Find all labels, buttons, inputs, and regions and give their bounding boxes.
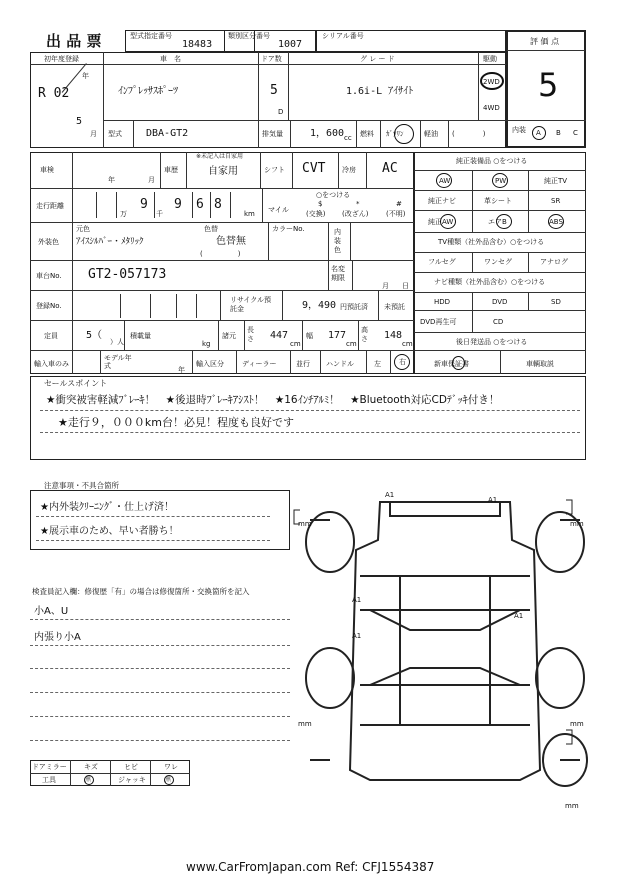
windshield xyxy=(370,610,520,630)
wheel-rear-left xyxy=(306,648,354,708)
model-type-value: DBA-GT2 xyxy=(146,128,189,139)
mm-label-3: mm xyxy=(298,720,312,728)
notes-line-2: ★展示車のため、早い者勝ち！ xyxy=(40,526,179,537)
width-label: 幅 xyxy=(306,332,313,340)
model-type-label: 型式 xyxy=(108,130,122,138)
diagram-a1-right: A1 xyxy=(514,612,524,620)
tv-oneseg: ワンセグ xyxy=(484,258,512,266)
name-change-label: 名変期限 xyxy=(331,265,345,282)
import-dealer: ディーラー xyxy=(242,360,277,368)
cc-unit: cc xyxy=(344,134,352,142)
displacement-label: 排気量 xyxy=(262,130,283,138)
mileage-digit-3: 6 xyxy=(196,197,204,212)
car-name-label: 車 名 xyxy=(160,55,181,63)
import-parallel: 並行 xyxy=(296,360,310,368)
model-code-label: 型式指定番号 xyxy=(130,32,172,40)
original-color-label: 元色 xyxy=(76,225,90,233)
fuel-label: 燃料 xyxy=(360,130,374,138)
sales-line-1: ★衝突被害軽減ﾌﾞﾚｰｷ！ ★後退時ﾌﾞﾚｰｷｱｼｽﾄ！ ★16ｲﾝﾁｱﾙﾐ！ ★Bluetooth対応CDﾃﾞｯｷ付き！ xyxy=(46,394,500,406)
diagram-a1-front1: A1 xyxy=(385,491,395,499)
mileage-km-unit: km xyxy=(244,210,255,218)
serial-label: シリアル番号 xyxy=(322,32,364,40)
missing-tool-mark: 無 xyxy=(85,776,92,783)
equip-leather: 革シート xyxy=(484,197,512,205)
model-year-unit: 年 xyxy=(178,366,185,374)
mileage-miles: マイル xyxy=(268,206,289,214)
reg-year: R 02 xyxy=(38,86,70,101)
mileage-man-unit: 万 xyxy=(120,210,127,218)
chassis-label: 車台No. xyxy=(36,272,62,280)
height-value: 148 xyxy=(384,330,403,341)
tv-type-title: TV種類（社外品含む）○をつける xyxy=(438,238,545,246)
drive-label: 駆動 xyxy=(483,55,497,63)
diagram-a1-left: A1 xyxy=(352,596,362,604)
mileage-unknown: (不明) xyxy=(386,210,406,218)
equipment-title: 純正装備品 ○をつける xyxy=(456,157,528,165)
reg-label: 初年度登録 xyxy=(44,55,79,63)
recycle-not: 未預託 xyxy=(384,303,405,311)
interior-b: B xyxy=(556,129,561,137)
mileage-digit-2: 9 xyxy=(174,197,182,212)
missing-jack-mark: 無 xyxy=(165,776,172,783)
handle-label: ハンドル xyxy=(326,360,354,368)
inspector-line-2: 内張り小A xyxy=(34,632,81,643)
chassis-value: GT2-057173 xyxy=(88,267,167,282)
fuel-gasoline: ｶﾞｿﾘﾝ xyxy=(386,130,404,138)
fuel-diesel: 軽油 xyxy=(424,130,438,138)
exchange-symbol: $ xyxy=(318,200,323,208)
row3b-circle xyxy=(496,214,512,229)
navi-type-title: ナビ種類（社外品含む）○をつける xyxy=(434,278,546,286)
load-label: 積載量 xyxy=(130,332,151,340)
tamper-symbol: * xyxy=(356,200,360,208)
interior-label: 内装 xyxy=(512,126,526,134)
mileage-label: 走行距離 xyxy=(36,202,64,210)
tv-fullseg: フルセグ xyxy=(428,258,456,266)
fuel-bracket: ( ) xyxy=(452,130,486,138)
model-code-value: 18483 xyxy=(182,39,213,50)
handle-right: 右 xyxy=(399,358,406,366)
mm-label-2: mm xyxy=(570,520,584,528)
capacity-value: 5（ xyxy=(86,330,103,341)
interior-color-label: 内装色 xyxy=(334,228,341,254)
equip-sr: SR xyxy=(551,197,561,205)
missing-scratch: キズ xyxy=(84,763,98,771)
reg-year-unit: 年 xyxy=(82,72,89,80)
mileage-digit-4: 8 xyxy=(214,197,222,212)
recycle-status: 円預託済 xyxy=(340,303,368,311)
height-label: 高さ xyxy=(361,326,368,343)
reg-month-unit: 月 xyxy=(90,130,97,138)
drive-2wd-circle xyxy=(480,72,504,90)
recycle-value: 9，490 xyxy=(302,300,337,311)
car-name: ｲﾝﾌﾟﾚｯｻｽﾎﾟｰﾂ xyxy=(118,86,178,97)
diagram-a1-left2: A1 xyxy=(352,632,362,640)
car-damage-diagram xyxy=(290,480,600,820)
row3c-circle xyxy=(548,214,564,229)
name-change-day: 日 xyxy=(402,282,409,290)
wheel-rear-right xyxy=(536,648,584,708)
shift-label: シフト xyxy=(264,166,285,174)
document-title: 出 品 票 xyxy=(46,32,102,50)
equip-pw: PW xyxy=(495,177,507,185)
handle-left: 左 xyxy=(374,360,381,368)
capacity-person-unit: ）人 xyxy=(110,338,124,346)
navi-cd: CD xyxy=(493,318,504,326)
equip-aw: AW xyxy=(439,177,451,185)
capacity-label: 定員 xyxy=(44,332,58,340)
warranty-circle xyxy=(452,356,465,370)
unknown-symbol: # xyxy=(396,200,402,208)
interior-a: A xyxy=(536,129,541,137)
equip-tv: 純正TV xyxy=(544,177,568,185)
height-cm: cm xyxy=(402,340,413,348)
model-year-label: モデル年式 xyxy=(104,354,132,370)
door-type: D xyxy=(278,108,284,116)
class-code-label: 類別区分番号 xyxy=(228,32,270,40)
mileage-hint: ○をつける xyxy=(316,191,351,199)
doc-warranty: 新車保証書 xyxy=(434,360,469,368)
mileage-tamper: (改ざん) xyxy=(342,210,369,218)
bracket-spare xyxy=(566,730,572,744)
equip-navi: 純正ナビ xyxy=(428,197,456,205)
registration-label: 登録No. xyxy=(36,302,62,310)
usage-note: ※未記入は自家用 xyxy=(196,153,244,160)
body-line-5 xyxy=(400,576,490,725)
missing-door-mirror: ドアミラー xyxy=(32,763,67,771)
changed-color-bracket: ( ) xyxy=(200,250,241,258)
length-cm: cm xyxy=(290,340,301,348)
dim-label: 諸元 xyxy=(222,332,236,340)
load-kg-unit: kg xyxy=(202,340,211,348)
drive-4wd: 4WD xyxy=(483,104,500,112)
fuel-gasoline-circle xyxy=(394,124,414,144)
missing-crack: ヒビ xyxy=(124,763,138,771)
diagram-a1-front2: A1 xyxy=(488,496,498,504)
color-label: 外装色 xyxy=(38,238,59,246)
inspector-label: 検査員記入欄：修復歴「有」の場合は修復箇所・交換箇所を記入 xyxy=(32,587,250,596)
mm-label-5: mm xyxy=(565,802,579,810)
navi-sd: SD xyxy=(551,298,561,306)
mileage-sen-unit: 千 xyxy=(156,210,163,218)
recycle-label: リサイクル預託金 xyxy=(230,296,272,313)
shift-value: CVT xyxy=(302,161,326,176)
front-grille xyxy=(390,502,500,516)
car-body-outline xyxy=(350,502,540,780)
displacement-value: 1，600 xyxy=(310,128,345,139)
import-label: 輸入車のみ xyxy=(34,360,69,368)
navi-hdd: HDD xyxy=(434,298,451,306)
missing-tool: 工具 xyxy=(42,776,56,784)
doors-label: ドア数 xyxy=(261,55,282,63)
grade-label: グ レ ー ド xyxy=(360,55,395,63)
width-cm: cm xyxy=(346,340,357,348)
name-change-month: 月 xyxy=(382,282,389,290)
tv-analog: アナログ xyxy=(540,258,568,266)
inspection-month-unit: 月 xyxy=(148,176,155,184)
grade-value: 1.6i-L ｱｲｻｲﾄ xyxy=(346,86,414,97)
ac-label: 冷房 xyxy=(342,166,356,174)
reg-month: 5 xyxy=(76,116,83,127)
mm-label-4: mm xyxy=(570,720,584,728)
inspection-label: 車検 xyxy=(40,166,54,174)
doors-value: 5 xyxy=(270,83,278,98)
notes-label: 注意事項・不具合箇所 xyxy=(44,481,119,490)
missing-jack: ジャッキ xyxy=(118,776,146,784)
changed-color-value: 色替無 xyxy=(216,236,246,247)
mileage-digit-1: 9 xyxy=(140,197,148,212)
original-color-value: ｱｲｽｼﾙﾊﾞｰ・ﾒﾀﾘｯｸ xyxy=(76,237,144,247)
sales-label: セールスポイント xyxy=(44,379,108,388)
score-value: 5 xyxy=(538,66,559,104)
sales-line-2: ★走行９，０００km台！必見！程度も良好です xyxy=(58,416,294,429)
import-type-label: 輸入区分 xyxy=(196,360,224,368)
usage-label: 車歴 xyxy=(164,166,178,174)
color-no-label: カラーNo. xyxy=(272,225,305,233)
navi-dvd: DVD xyxy=(492,298,508,306)
mm-label-1: mm xyxy=(298,520,312,528)
bracket-fr xyxy=(566,500,572,514)
missing-broken: ワレ xyxy=(164,763,178,771)
navi-dvd-play: DVD再生可 xyxy=(420,318,457,326)
inspector-line-1: 小A、U xyxy=(34,606,69,617)
length-value: 447 xyxy=(270,330,289,341)
mileage-exchange: (交換) xyxy=(306,210,326,218)
doc-manual: 車輌取説 xyxy=(526,360,554,368)
later-docs-title: 後日発送品 ○をつける xyxy=(456,338,528,346)
inspection-year-unit: 年 xyxy=(108,176,115,184)
width-value: 177 xyxy=(328,330,347,341)
equip-row3a: 純正AW xyxy=(428,218,454,226)
ac-value: AC xyxy=(382,161,398,176)
equip-row3c: ABS xyxy=(549,218,563,226)
score-label: 評 価 点 xyxy=(530,37,560,46)
usage-value: 自家用 xyxy=(208,166,238,177)
rear-window xyxy=(370,668,520,685)
notes-line-1: ★内外装ｸﾘｰﾆﾝｸﾞ・仕上げ済！ xyxy=(40,502,174,513)
changed-color-label: 色替 xyxy=(204,225,218,233)
drive-2wd: 2WD xyxy=(483,78,500,86)
equip-row3b: エアB xyxy=(488,218,507,226)
interior-c: C xyxy=(573,129,578,137)
footer-watermark: www.CarFromJapan.com Ref: CFJ1554387 xyxy=(186,860,435,874)
row3a-circle xyxy=(440,214,456,229)
notes-box xyxy=(30,490,290,550)
class-code-value: 1007 xyxy=(278,39,303,50)
length-label: 長さ xyxy=(247,326,254,343)
